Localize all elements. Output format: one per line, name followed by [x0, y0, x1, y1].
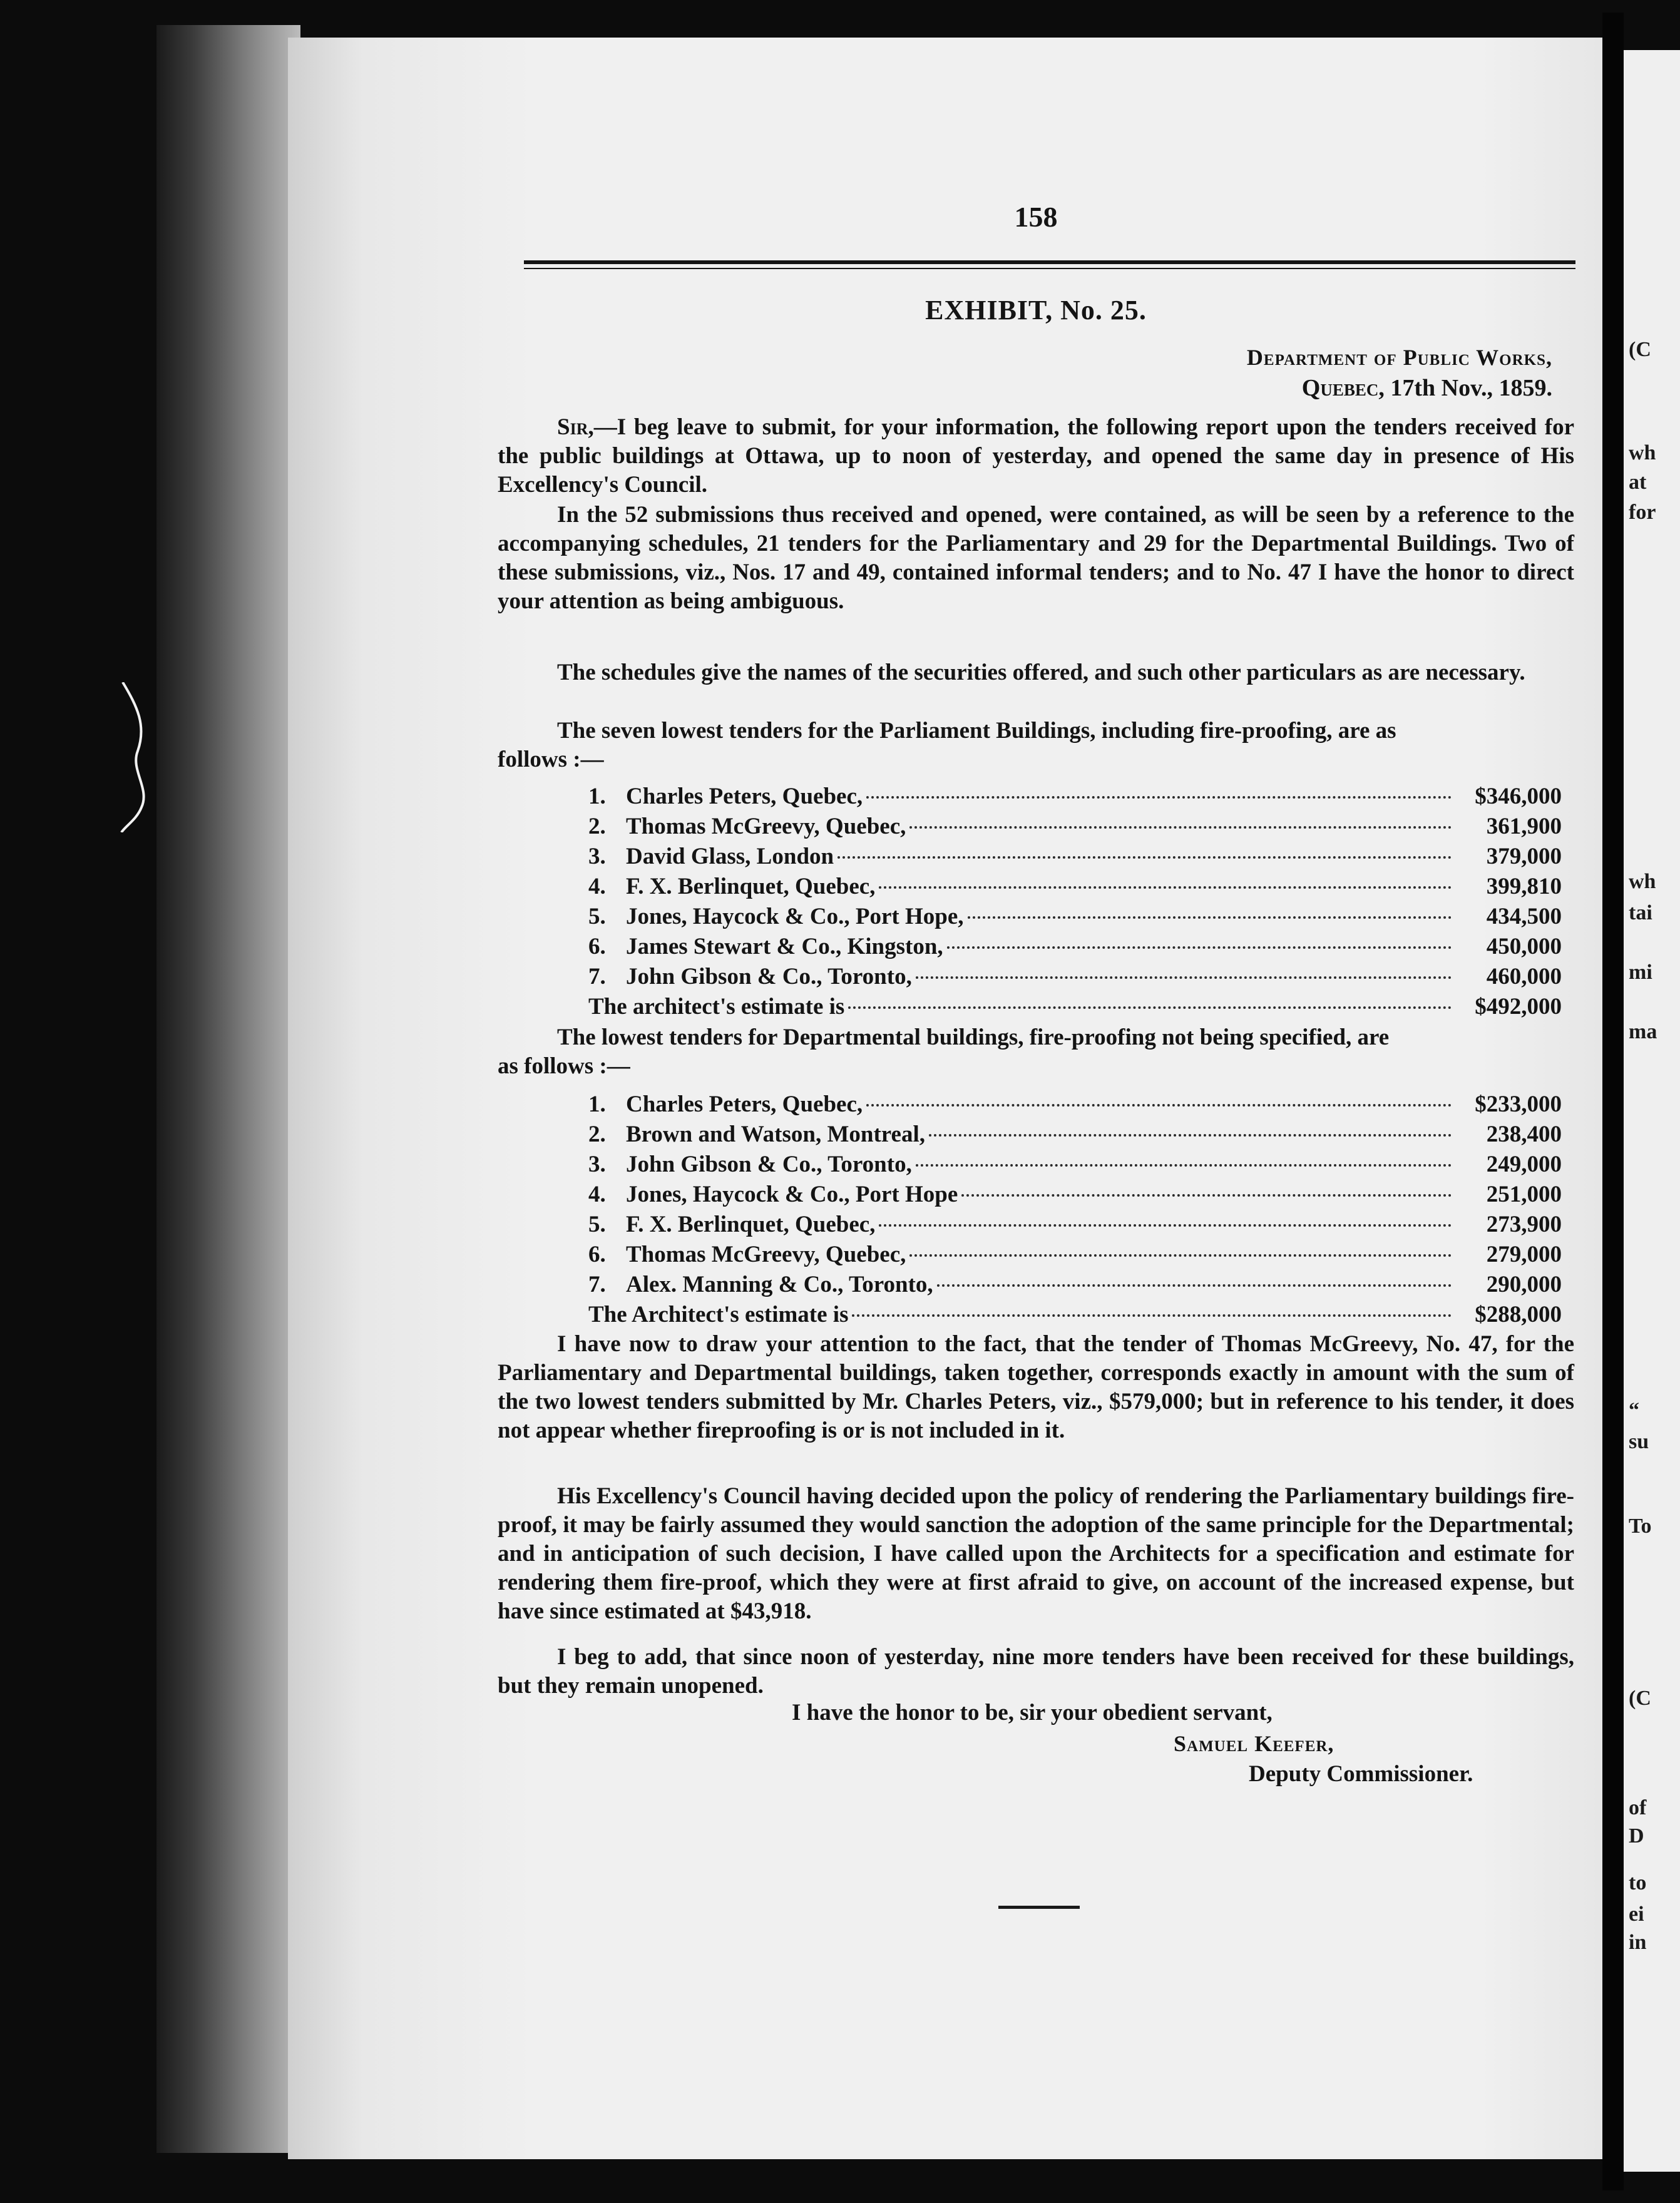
parliament-intro: The seven lowest tenders for the Parliament Buildings, including fire-proofing, are as — [557, 718, 1396, 744]
facing-page-fragment: ei — [1629, 1903, 1644, 1926]
tender-amount: 379,000 — [1486, 844, 1562, 869]
dot-leader — [909, 1235, 1452, 1257]
dot-leader — [947, 928, 1452, 949]
tender-name: Thomas McGreevy, Quebec, — [626, 814, 906, 839]
facing-page-fragment: su — [1629, 1430, 1649, 1453]
tender-amount: 279,000 — [1486, 1242, 1562, 1267]
facing-page-fragment: to — [1629, 1871, 1647, 1894]
page-number: 158 — [1014, 201, 1058, 233]
tender-amount: 249,000 — [1486, 1152, 1562, 1177]
tender-number: 1. — [588, 1091, 606, 1117]
tender-number: 5. — [588, 1212, 606, 1237]
place-name: Quebec — [1301, 375, 1379, 401]
estimate-amount: $492,000 — [1475, 994, 1562, 1020]
closing-rule — [998, 1906, 1080, 1909]
tender-amount: 399,810 — [1486, 874, 1562, 899]
tender-amount: 238,400 — [1486, 1122, 1562, 1147]
tender-number: 2. — [588, 1122, 606, 1147]
tender-name: Jones, Haycock & Co., Port Hope, — [626, 904, 964, 929]
tender-amount: $233,000 — [1475, 1091, 1562, 1117]
facing-page-fragment: wh — [1629, 870, 1656, 893]
facing-page-fragment: tai — [1629, 901, 1652, 924]
paragraph-3: The schedules give the names of the securities offered, and such other particulars as are necessary. — [557, 660, 1525, 685]
tender-name: Charles Peters, Quebec, — [626, 1091, 863, 1117]
tender-name: John Gibson & Co., Toronto, — [626, 1152, 912, 1177]
department-line: Department of Public Works, — [1246, 345, 1552, 370]
tender-name: James Stewart & Co., Kingston, — [626, 934, 943, 959]
paragraph-1-text: ,—I beg leave to submit, for your information, the following report upon the tenders received for the public buildings at Ottawa, up to noon of yesterday, and opened the same day in presence of His Excellency's Council. — [498, 414, 1574, 498]
facing-page-fragment: in — [1629, 1931, 1647, 1954]
estimate-label: The Architect's estimate is — [588, 1302, 849, 1327]
tender-name: David Glass, London — [626, 844, 834, 869]
tender-amount: $346,000 — [1475, 784, 1562, 809]
facing-page-fragment: for — [1629, 501, 1656, 524]
estimate-row — [588, 1301, 1562, 1331]
tender-name: Jones, Haycock & Co., Port Hope — [626, 1182, 958, 1207]
dot-leader — [916, 1145, 1452, 1167]
parliament-tenders-list — [588, 782, 1562, 1023]
dot-leader — [961, 1175, 1452, 1197]
signatory-name: Samuel Keefer, — [1174, 1731, 1334, 1756]
tender-number: 2. — [588, 814, 606, 839]
dot-leader — [879, 1205, 1452, 1227]
paragraph-5: His Excellency's Council having decided upon the policy of rendering the Parliamentary buildings fire-proof, it may be fairly assumed they would sanction the adoption of the same principle for the Departmental; and in anticipation of such decision, I have called upon the Architects for a specification and estimate for rendering them fire-proof, which they were at first afraid to give, on account of the increased expense, but have since estimated at $43,918. — [498, 1483, 1574, 1624]
tender-name: John Gibson & Co., Toronto, — [626, 964, 912, 989]
dot-leader — [929, 1115, 1452, 1137]
facing-page-fragment: ma — [1629, 1020, 1657, 1043]
salutation: Sir — [557, 414, 588, 440]
tender-number: 4. — [588, 874, 606, 899]
header-rule — [524, 260, 1575, 269]
tender-amount: 460,000 — [1486, 964, 1562, 989]
facing-page-fragment: D — [1629, 1824, 1644, 1848]
tender-number: 1. — [588, 784, 606, 809]
dot-leader — [879, 867, 1452, 889]
departmental-intro-cont: as follows :— — [498, 1053, 630, 1079]
binding-edge-shadow — [156, 25, 300, 2153]
facing-page-fragment: (C — [1629, 338, 1651, 361]
margin-pencil-mark — [119, 682, 156, 832]
place-date-line — [498, 374, 1552, 402]
tender-number: 3. — [588, 1152, 606, 1177]
paragraph-6: I beg to add, that since noon of yesterday, nine more tenders have been received for these buildings, but they remain unopened. — [498, 1644, 1574, 1699]
tender-amount: 273,900 — [1486, 1212, 1562, 1237]
dot-leader — [916, 958, 1452, 979]
exhibit-title: EXHIBIT, No. 25. — [925, 295, 1147, 325]
tender-name: Alex. Manning & Co., Toronto, — [626, 1272, 933, 1297]
dot-leader — [968, 897, 1452, 919]
tender-amount: 251,000 — [1486, 1182, 1562, 1207]
tender-amount: 290,000 — [1486, 1272, 1562, 1297]
estimate-label: The architect's estimate is — [588, 994, 845, 1020]
date-text: , 17th Nov., 1859. — [1378, 375, 1552, 401]
facing-page-fragment: at — [1629, 471, 1647, 494]
facing-page-fragment: To — [1629, 1515, 1652, 1538]
parliament-intro-cont: follows :— — [498, 747, 604, 772]
facing-page-fragment: “ — [1629, 1399, 1639, 1422]
tender-number: 5. — [588, 904, 606, 929]
facing-page-edge — [1624, 50, 1680, 2172]
tender-number: 6. — [588, 1242, 606, 1267]
dot-leader — [866, 1085, 1452, 1107]
tender-name: F. X. Berlinquet, Quebec, — [626, 1212, 876, 1237]
estimate-amount: $288,000 — [1475, 1302, 1562, 1327]
gutter — [1602, 13, 1624, 2190]
dot-leader — [866, 777, 1452, 799]
facing-page-fragment: (C — [1629, 1687, 1651, 1710]
dot-leader — [937, 1265, 1452, 1287]
estimate-row — [588, 993, 1562, 1023]
facing-page-fragment: of — [1629, 1796, 1647, 1819]
departmental-tenders-list — [588, 1090, 1562, 1331]
paragraph-2: In the 52 submissions thus received and opened, were contained, as will be seen by a reference to the accompanying schedules, 21 tenders for the Parliamentary and 29 for the Departmental Buildings. Two of these submissions, viz., Nos. 17 and 49, contained informal tenders; and to No. 47 I have the honor to direct your attention as being ambiguous. — [498, 502, 1574, 614]
tender-name: Charles Peters, Quebec, — [626, 784, 863, 809]
tender-number: 7. — [588, 964, 606, 989]
facing-page-fragment: mi — [1629, 961, 1652, 984]
tender-amount: 450,000 — [1486, 934, 1562, 959]
tender-name: F. X. Berlinquet, Quebec, — [626, 874, 876, 899]
tender-amount: 434,500 — [1486, 904, 1562, 929]
departmental-intro: The lowest tenders for Departmental buildings, fire-proofing not being specified, are — [557, 1025, 1390, 1050]
signatory-title: Deputy Commissioner. — [1249, 1761, 1473, 1787]
closing-line: I have the honor to be, sir your obedient servant, — [792, 1700, 1273, 1725]
tender-amount: 361,900 — [1486, 814, 1562, 839]
dot-leader — [848, 988, 1452, 1009]
tender-name: Brown and Watson, Montreal, — [626, 1122, 926, 1147]
tender-number: 4. — [588, 1182, 606, 1207]
tender-number: 6. — [588, 934, 606, 959]
facing-page-fragment: wh — [1629, 441, 1656, 464]
tender-name: Thomas McGreevy, Quebec, — [626, 1242, 906, 1267]
paragraph-4: I have now to draw your attention to the fact, that the tender of Thomas McGreevy, No. 47, for the Parliamentary and Departmental buildings, taken together, corresponds exactly in amount with the sum of the two lowest tenders submitted by Mr. Charles Peters, viz., $579,000; but in reference to his tender, it does not appear whether fireproofing is or is not included in it. — [498, 1331, 1574, 1443]
tender-number: 7. — [588, 1272, 606, 1297]
tender-number: 3. — [588, 844, 606, 869]
dot-leader — [909, 807, 1452, 829]
paragraph-salutation — [498, 413, 1574, 499]
dot-leader — [852, 1296, 1452, 1317]
dot-leader — [837, 837, 1452, 859]
